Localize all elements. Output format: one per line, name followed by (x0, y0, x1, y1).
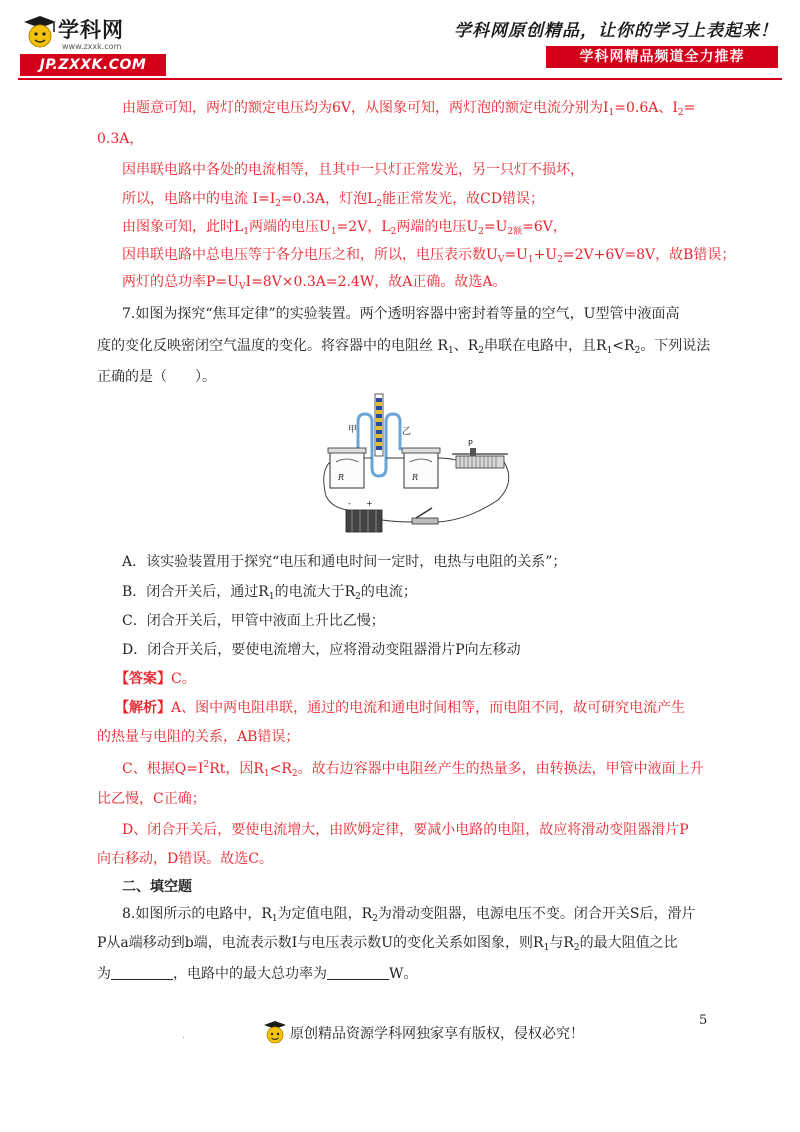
answer-blank-ratio[interactable] (111, 965, 173, 980)
footer-dot: . (182, 1030, 186, 1041)
solution-line-1: 由题意可知，两灯的额定电压均为6V，从图象可知，两灯泡的额定电流分别为$I_1=0.6A$、$I_2=$ (122, 100, 696, 118)
analysis-line-3: C、根据$Q=I^2Rt$，因$R_1<R_2$。故右边容器中电阻丝产生的热量多，由转换法，甲管中液面上升 (122, 760, 704, 779)
label-plus: + (366, 499, 373, 508)
question-7-line-2: 度的变化反映密闭空气温度的变化。将容器中的电阻丝 $R_1$、$R_2$串联在电路中，且$R_1<R_2$。下列说法 (97, 338, 711, 356)
page-header (0, 0, 800, 80)
logo-title: 学科网 (58, 18, 124, 42)
option-a: A．该实验装置用于探究“电压和通电时间一定时，电热与电阻的关系”； (122, 554, 567, 570)
question-8-line-3: 为 ，电路中的最大总功率为 W。 (97, 966, 418, 982)
solution-line-4: 所以，电路中的电流 $I=I_2=0.3A$，灯泡$L_2$能正常发光，故CD错误； (122, 191, 545, 209)
analysis-line-6: 向右移动，D错误。故选C。 (97, 851, 273, 867)
answer-tag: 【答案】 (115, 671, 171, 687)
option-d: D．闭合开关后，要使电流增大，应将滑动变阻器滑片P向左移动 (122, 642, 521, 658)
logo-subtitle: www.zxxk.com (62, 42, 122, 51)
solution-line-2: 0.3A， (97, 131, 144, 147)
label-minus: - (348, 499, 351, 508)
answer-blank-power[interactable] (327, 965, 389, 980)
joule-law-apparatus-figure (318, 392, 518, 542)
label-r2: R (412, 473, 419, 482)
analysis-line-1: 【解析】A、图中两电阻串联，通过的电流和通电时间相等，而电阻不同，故可研究电流产生 (115, 700, 686, 716)
section-heading-fill-blank: 二、填空题 (122, 879, 192, 895)
mascot-icon (18, 12, 58, 54)
question-7-line-3: 正确的是（ ）。 (97, 369, 216, 385)
copyright-notice: 原创精品资源学科网独家享有版权，侵权必究！ (290, 1026, 584, 1042)
analysis-tag: 【解析】 (115, 700, 171, 716)
mascot-icon (262, 1018, 288, 1046)
solution-line-3: 因串联电路中各处的电流相等，且其中一只灯正常发光，另一只灯不损坏， (122, 162, 584, 178)
label-yi: 乙 (402, 427, 412, 437)
header-slogan: 学科网原创精品，让你的学习上表起来！ (454, 21, 778, 41)
solution-line-6: 因串联电路中总电压等于各分电压之和，所以，电压表示数$U_V=U_1+U_2=2V+6V=8V$，故B错误； (122, 247, 736, 265)
page-number: 5 (699, 1013, 708, 1028)
question-8-line-1: 8.如图所示的电路中，$R_1$为定值电阻，$R_2$为滑动变阻器，电源电压不变。闭合开关S后，滑片 (122, 906, 696, 924)
solution-line-5: 由图象可知，此时$L_1$两端的电压$U_1=2V$，$L_2$两端的电压$U_2=U_{2额}=6V$， (122, 219, 567, 237)
site-logo[interactable] (18, 12, 168, 74)
header-divider (18, 78, 782, 80)
label-slider-p: P (468, 439, 473, 448)
option-c: C．闭合开关后，甲管中液面上升比乙慢； (122, 613, 385, 629)
question-8-line-2: P从a端移动到b端，电流表示数I与电压表示数U的变化关系如图象，则$R_1$与$R_2$的最大阻值之比 (97, 935, 678, 953)
logo-url-bar: JP.ZXXK.COM (20, 54, 166, 76)
answer-line: 【答案】C。 (115, 671, 196, 687)
channel-badge: 学科网精品频道全力推荐 (546, 46, 778, 68)
option-b: B．闭合开关后，通过$R_1$的电流大于$R_2$的电流； (122, 584, 417, 602)
label-r1: R (338, 473, 345, 482)
apparatus-diagram (318, 392, 518, 542)
solution-line-7: 两灯的总功率$P=U_VI=8V\times 0.3A=2.4W$，故A正确。故选A。 (122, 274, 507, 292)
analysis-line-4: 比乙慢，C正确； (97, 791, 206, 807)
label-jia: 甲 (348, 425, 358, 435)
analysis-line-2: 的热量与电阻的关系，AB错误； (97, 729, 300, 745)
question-7-line-1: 7.如图为探究“焦耳定律”的实验装置。两个透明容器中密封着等量的空气，U型管中液面高 (122, 306, 680, 322)
analysis-line-5: D、闭合开关后，要使电流增大，由欧姆定律，要减小电路的电阻，故应将滑动变阻器滑片P (122, 822, 689, 838)
